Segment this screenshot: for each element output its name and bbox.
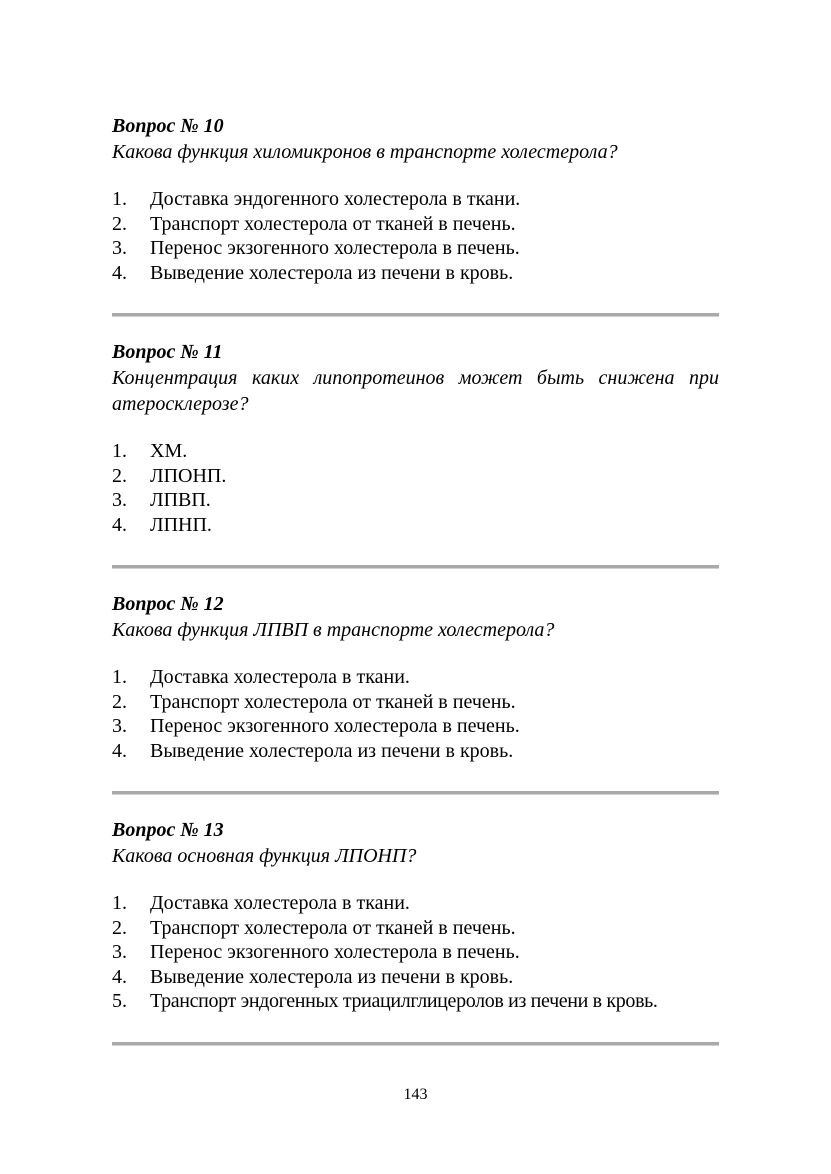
question-text: Какова функция ЛПВП в транспорте холестерола? <box>112 619 555 641</box>
question-number: Вопрос № 11 <box>112 341 223 363</box>
answer-number: 1. <box>112 188 127 210</box>
page-content <box>112 113 719 1068</box>
answer-number: 2. <box>112 464 127 487</box>
answer-text: Перенос экзогенного холестерола в печень. <box>150 941 520 963</box>
answer-number: 2. <box>112 690 127 713</box>
question-text: Какова основная функция ЛПОНП? <box>112 845 417 867</box>
answer-text: Перенос экзогенного холестерола в печень. <box>150 715 520 737</box>
answer-text: Выведение холестерола из печени в кровь. <box>150 261 514 284</box>
answer-text: Транспорт холестерола от тканей в печень. <box>150 212 516 235</box>
answer-option <box>112 891 719 916</box>
question-10 <box>112 113 719 285</box>
answer-text: Транспорт холестерола от тканей в печень. <box>150 916 516 939</box>
answer-number: 2. <box>112 916 127 939</box>
answer-number: 4. <box>112 739 127 762</box>
question-number: Вопрос № 13 <box>112 819 224 841</box>
answer-option <box>112 187 719 212</box>
answer-list <box>112 187 719 285</box>
answer-text: Выведение холестерола из печени в кровь. <box>150 965 514 988</box>
answer-number: 3. <box>112 715 127 737</box>
question-12 <box>112 591 719 763</box>
answer-text: Доставка холестерола в ткани. <box>150 892 410 914</box>
section-divider <box>112 313 719 317</box>
answer-text: ЛПВП. <box>150 489 211 511</box>
answer-option <box>112 261 719 286</box>
answer-option <box>112 690 719 715</box>
answer-option <box>112 940 719 965</box>
answer-option <box>112 439 719 464</box>
question-number: Вопрос № 12 <box>112 593 224 615</box>
answer-option <box>112 212 719 237</box>
answer-number: 3. <box>112 941 127 963</box>
answer-text: Перенос экзогенного холестерола в печень. <box>150 237 520 259</box>
answer-number: 4. <box>112 513 127 536</box>
answer-text: Транспорт эндогенных триацилглицеролов из печени в кровь. <box>150 990 658 1012</box>
answer-number: 3. <box>112 489 127 511</box>
answer-text: Доставка эндогенного холестерола в ткани. <box>150 188 521 210</box>
answer-number: 2. <box>112 212 127 235</box>
page-number: 143 <box>403 1086 428 1103</box>
answer-option <box>112 464 719 489</box>
answer-text: Доставка холестерола в ткани. <box>150 666 410 688</box>
answer-list <box>112 439 719 537</box>
answer-option <box>112 989 719 1014</box>
answer-text: ХМ. <box>150 440 188 462</box>
answer-number: 1. <box>112 892 127 914</box>
answer-option <box>112 739 719 764</box>
answer-option <box>112 916 719 941</box>
answer-number: 4. <box>112 261 127 284</box>
question-text: Концентрация каких липопротеинов может быть снижена при атеросклерозе? <box>112 367 719 415</box>
answer-text: Транспорт холестерола от тканей в печень. <box>150 690 516 713</box>
answer-number: 5. <box>112 990 127 1012</box>
answer-list <box>112 891 719 1014</box>
answer-number: 3. <box>112 237 127 259</box>
answer-number: 4. <box>112 965 127 988</box>
question-text: Какова функция хиломикронов в транспорте холестерола? <box>112 141 618 163</box>
question-11 <box>112 339 719 537</box>
section-divider <box>112 1042 719 1046</box>
answer-number: 1. <box>112 666 127 688</box>
answer-text: ЛПОНП. <box>150 464 227 487</box>
answer-option <box>112 665 719 690</box>
section-divider <box>112 565 719 569</box>
answer-option <box>112 236 719 261</box>
question-13 <box>112 817 719 1014</box>
answer-option <box>112 714 719 739</box>
answer-list <box>112 665 719 763</box>
answer-text: ЛПНП. <box>150 513 212 536</box>
question-number: Вопрос № 10 <box>112 115 224 137</box>
answer-option <box>112 513 719 538</box>
section-divider <box>112 791 719 795</box>
answer-number: 1. <box>112 440 127 462</box>
answer-option <box>112 488 719 513</box>
answer-text: Выведение холестерола из печени в кровь. <box>150 739 514 762</box>
answer-option <box>112 965 719 990</box>
